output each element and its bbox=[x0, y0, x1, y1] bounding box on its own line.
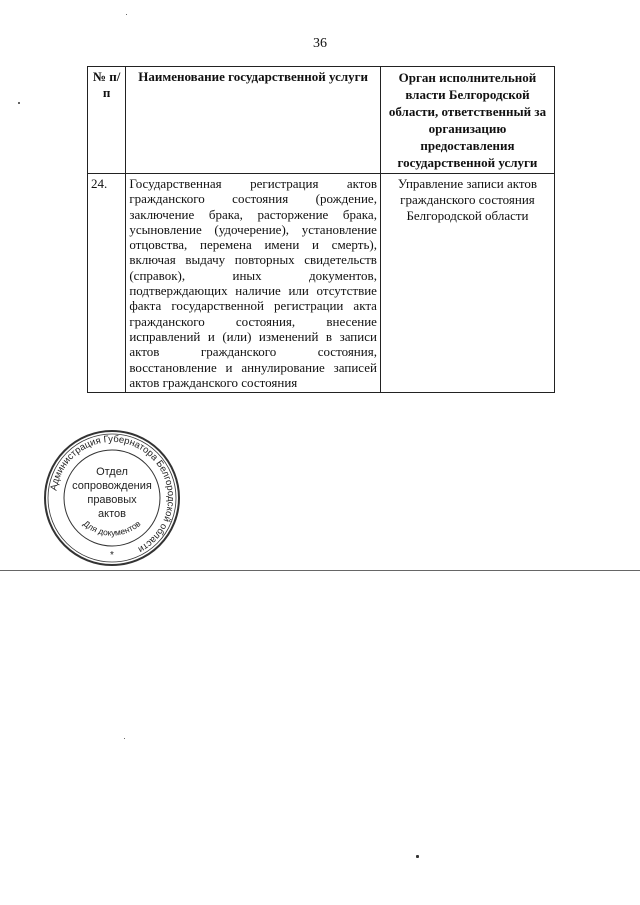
stamp-line: Отдел bbox=[96, 466, 128, 478]
service-name-line: включая выдачу повторных свидетельств bbox=[129, 252, 377, 268]
service-name-line: факта государственной регистрации акта bbox=[129, 298, 377, 314]
services-table bbox=[87, 66, 555, 393]
service-name-line: актов гражданского состояния bbox=[129, 374, 298, 390]
row-service-name bbox=[126, 174, 381, 393]
service-name-line: восстановление и аннулирование записей bbox=[129, 359, 377, 375]
header-authority: Орган исполнительной власти Белгородской области, ответственный за организацию предоставления государственной услуги bbox=[380, 67, 554, 174]
horizontal-separator bbox=[0, 570, 640, 571]
stamp-ring-text: Администрация Губернатора Белгородской области bbox=[48, 433, 177, 555]
service-name-line: заключение брака, расторжение брака, bbox=[129, 206, 377, 222]
service-name-line: исправлений и (или) изменений в записи bbox=[129, 328, 377, 344]
service-name-line: гражданского состояния (рождение, bbox=[129, 191, 377, 207]
header-service-name: Наименование государственной услуги bbox=[126, 67, 381, 174]
stamp-line: актов bbox=[98, 508, 126, 520]
table-header-row bbox=[88, 67, 555, 174]
stamp-line: сопровождения bbox=[72, 480, 152, 492]
service-name-line: подтверждающих наличие или отсутствие bbox=[129, 283, 377, 299]
row-number: 24. bbox=[88, 174, 126, 393]
stamp-line: правовых bbox=[87, 494, 137, 506]
service-name-line: актов гражданского состояния, bbox=[129, 344, 377, 360]
row-authority: Управление записи актов гражданского состояния Белгородской области bbox=[380, 174, 554, 393]
stamp-star: * bbox=[110, 550, 114, 561]
scan-speck bbox=[416, 855, 419, 858]
table-row bbox=[88, 174, 555, 393]
scan-speck bbox=[126, 14, 127, 15]
service-name-line: Государственная регистрация актов bbox=[129, 176, 377, 191]
scan-speck bbox=[18, 102, 20, 104]
stamp-lower-text: Для документов bbox=[81, 518, 143, 538]
scan-speck bbox=[124, 738, 125, 739]
service-name-line: усыновление (удочерение), установление bbox=[129, 221, 377, 237]
official-stamp bbox=[42, 428, 182, 568]
service-name-line: (справок), иных документов, bbox=[129, 267, 377, 283]
stamp-outer-ring bbox=[45, 431, 179, 565]
page-number: 36 bbox=[313, 36, 327, 51]
header-number: № п/п bbox=[88, 67, 126, 174]
service-name-line: гражданского состояния, внесение bbox=[129, 313, 377, 329]
service-name-line: отцовства, перемена имени и смерть), bbox=[129, 237, 377, 253]
